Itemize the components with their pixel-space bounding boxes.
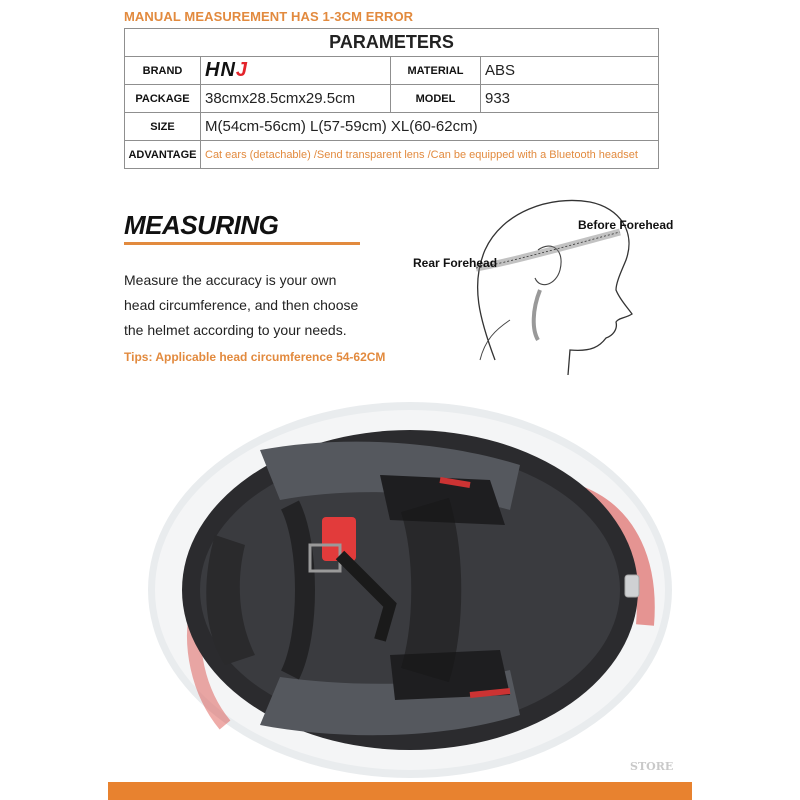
size-value: M(54cm-56cm) L(57-59cm) XL(60-62cm) [201,113,659,141]
helmet-interior-photo [140,395,680,795]
rear-forehead-label: Rear Forehead [413,256,498,270]
tips-text: Tips: Applicable head circumference 54-62CM [124,350,386,364]
description-line: Measure the accuracy is your own [124,272,337,288]
size-label: SIZE [125,113,201,141]
parameters-title: PARAMETERS [125,29,659,57]
store-watermark: STORE [630,760,674,773]
advantage-label: ADVANTAGE [125,141,201,169]
material-label: MATERIAL [391,57,481,85]
description-line: head circumference, and then choose [124,297,359,313]
orange-footer-bar [108,782,692,800]
package-value: 38cmx28.5cmx29.5cm [201,85,391,113]
measuring-title: MEASURING [124,210,279,240]
description-line: the helmet according to your needs. [124,322,347,338]
measurement-warning: MANUAL MEASUREMENT HAS 1-3CM ERROR [124,9,414,24]
brand-value [201,57,391,85]
brand-logo: HNJ [205,59,249,81]
advantage-value: Cat ears (detachable) /Send transparent lens /Can be equipped with a Bluetooth headset [201,141,659,169]
parameters-table [124,28,659,169]
package-label: PACKAGE [125,85,201,113]
model-label: MODEL [391,85,481,113]
brand-label: BRAND [125,57,201,85]
model-value: 933 [481,85,659,113]
material-value: ABS [481,57,659,85]
measuring-underline [124,242,360,245]
before-forehead-label: Before Forehead [578,218,674,232]
measuring-description [124,268,384,343]
